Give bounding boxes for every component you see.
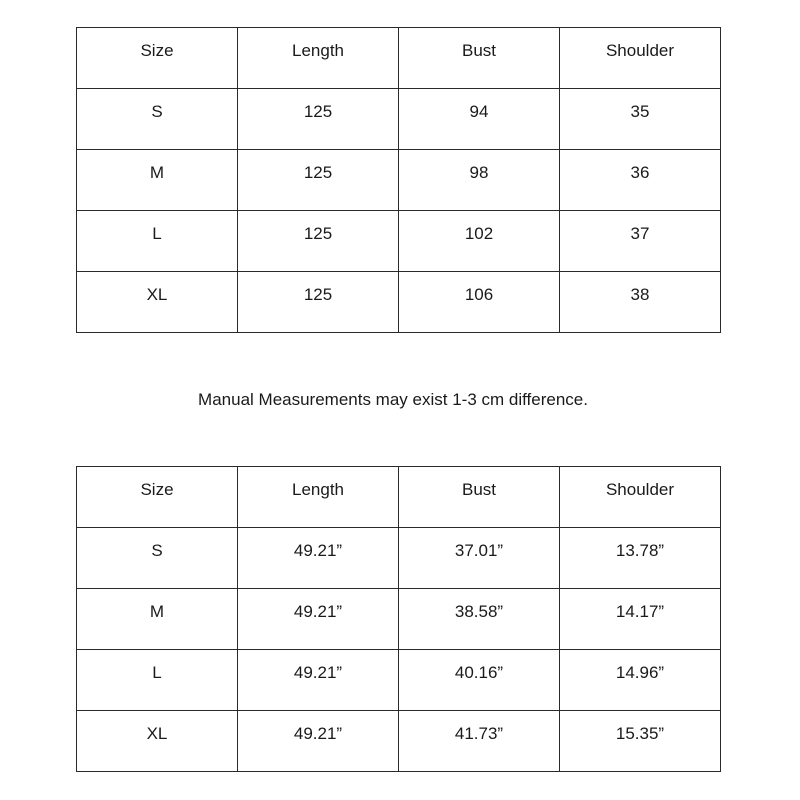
cell-length: 125 bbox=[238, 211, 399, 272]
cell-shoulder: 35 bbox=[560, 89, 721, 150]
cell-bust: 40.16” bbox=[399, 650, 560, 711]
cell-length: 49.21” bbox=[238, 650, 399, 711]
table-row bbox=[77, 528, 721, 589]
header-length: Length bbox=[238, 467, 399, 528]
table-row bbox=[77, 150, 721, 211]
cell-bust: 41.73” bbox=[399, 711, 560, 772]
cell-length: 49.21” bbox=[238, 589, 399, 650]
size-chart-cm-table bbox=[76, 27, 721, 333]
cell-length: 125 bbox=[238, 272, 399, 333]
size-chart-inch-table bbox=[76, 466, 721, 772]
cell-size: L bbox=[77, 211, 238, 272]
cell-bust: 38.58” bbox=[399, 589, 560, 650]
header-length: Length bbox=[238, 28, 399, 89]
header-shoulder: Shoulder bbox=[560, 28, 721, 89]
table-row bbox=[77, 589, 721, 650]
cell-size: XL bbox=[77, 711, 238, 772]
table-row bbox=[77, 711, 721, 772]
table-row bbox=[77, 272, 721, 333]
measurement-note: Manual Measurements may exist 1-3 cm difference. bbox=[198, 390, 588, 409]
cell-bust: 37.01” bbox=[399, 528, 560, 589]
cell-length: 49.21” bbox=[238, 528, 399, 589]
cell-length: 125 bbox=[238, 150, 399, 211]
cell-bust: 106 bbox=[399, 272, 560, 333]
cell-bust: 94 bbox=[399, 89, 560, 150]
header-size: Size bbox=[77, 28, 238, 89]
cell-size: S bbox=[77, 89, 238, 150]
header-bust: Bust bbox=[399, 467, 560, 528]
header-size: Size bbox=[77, 467, 238, 528]
cell-bust: 98 bbox=[399, 150, 560, 211]
cell-shoulder: 14.17” bbox=[560, 589, 721, 650]
cell-shoulder: 14.96” bbox=[560, 650, 721, 711]
table-header-row bbox=[77, 467, 721, 528]
table-row bbox=[77, 650, 721, 711]
cell-shoulder: 36 bbox=[560, 150, 721, 211]
table-header-row bbox=[77, 28, 721, 89]
cell-size: M bbox=[77, 150, 238, 211]
cell-size: L bbox=[77, 650, 238, 711]
table-row bbox=[77, 211, 721, 272]
cell-shoulder: 13.78” bbox=[560, 528, 721, 589]
cell-length: 49.21” bbox=[238, 711, 399, 772]
cell-size: XL bbox=[77, 272, 238, 333]
cell-shoulder: 38 bbox=[560, 272, 721, 333]
table-row bbox=[77, 89, 721, 150]
cell-shoulder: 15.35” bbox=[560, 711, 721, 772]
cell-shoulder: 37 bbox=[560, 211, 721, 272]
cell-size: M bbox=[77, 589, 238, 650]
header-bust: Bust bbox=[399, 28, 560, 89]
cell-size: S bbox=[77, 528, 238, 589]
cell-bust: 102 bbox=[399, 211, 560, 272]
cell-length: 125 bbox=[238, 89, 399, 150]
header-shoulder: Shoulder bbox=[560, 467, 721, 528]
